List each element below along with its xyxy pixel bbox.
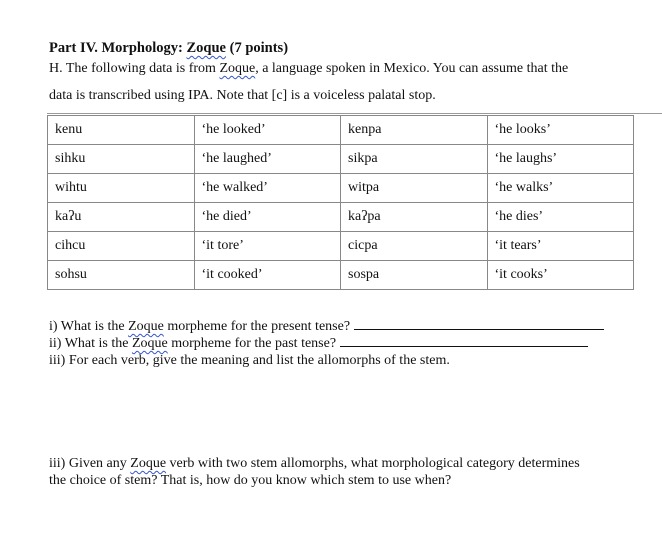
divider <box>47 113 662 114</box>
question-4-line-2: the choice of stem? That is, how do you know which stem to use when? <box>49 473 452 488</box>
q1-language: Zoque <box>128 319 164 334</box>
past-form-cell: kenu <box>48 116 195 145</box>
past-gloss-cell: ‘he laughed’ <box>194 145 341 174</box>
intro-line-1 <box>49 61 568 77</box>
intro-text: , a language spoken in Mexico. You can assume that the <box>255 61 569 76</box>
answer-blank-1[interactable] <box>354 328 604 330</box>
intro-line-2: data is transcribed using IPA. Note that [c] is a voiceless palatal stop. <box>49 88 436 103</box>
q2-text: ii) What is the <box>49 336 132 351</box>
question-4 <box>49 456 580 472</box>
question-3: iii) For each verb, give the meaning and list the allomorphs of the stem. <box>49 353 450 368</box>
heading-prefix: Part IV. Morphology: <box>49 40 187 56</box>
present-gloss-cell: ‘it tears’ <box>487 232 634 261</box>
past-gloss-cell: ‘he walked’ <box>194 174 341 203</box>
present-form-cell: kaʔpa <box>341 203 488 232</box>
table-row <box>48 203 634 232</box>
past-gloss-cell: ‘it tore’ <box>194 232 341 261</box>
table-row <box>48 145 634 174</box>
answer-blank-2[interactable] <box>340 345 588 347</box>
q1-text: i) What is the <box>49 319 129 334</box>
present-form-cell: sikpa <box>341 145 488 174</box>
present-form-cell: sospa <box>341 261 488 290</box>
q4-text: iii) Given any <box>49 456 131 471</box>
present-form-cell: witpa <box>341 174 488 203</box>
table-row <box>48 116 634 145</box>
past-gloss-cell: ‘it cooked’ <box>194 261 341 290</box>
past-form-cell: kaʔu <box>48 203 195 232</box>
q4-text: verb with two stem allomorphs, what morphological category determines <box>166 456 580 471</box>
table-row <box>48 261 634 290</box>
table-row <box>48 232 634 261</box>
question-1 <box>49 319 604 335</box>
present-form-cell: kenpa <box>341 116 488 145</box>
heading-suffix: (7 points) <box>225 40 289 56</box>
heading-language: Zoque <box>186 40 226 56</box>
past-form-cell: sohsu <box>48 261 195 290</box>
q2-text: morpheme for the past tense? <box>167 336 340 351</box>
question-2 <box>49 336 588 352</box>
past-form-cell: cihcu <box>48 232 195 261</box>
data-table <box>47 115 634 290</box>
q1-text: morpheme for the present tense? <box>163 319 354 334</box>
present-gloss-cell: ‘he dies’ <box>487 203 634 232</box>
section-heading <box>49 40 288 57</box>
table-row <box>48 174 634 203</box>
past-gloss-cell: ‘he looked’ <box>194 116 341 145</box>
present-form-cell: cicpa <box>341 232 488 261</box>
intro-text: H. The following data is from <box>49 61 220 76</box>
present-gloss-cell: ‘it cooks’ <box>487 261 634 290</box>
present-gloss-cell: ‘he walks’ <box>487 174 634 203</box>
present-gloss-cell: ‘he looks’ <box>487 116 634 145</box>
intro-language: Zoque <box>219 61 256 76</box>
past-form-cell: sihku <box>48 145 195 174</box>
q4-language: Zoque <box>130 456 167 471</box>
past-gloss-cell: ‘he died’ <box>194 203 341 232</box>
q2-language: Zoque <box>131 336 168 351</box>
past-form-cell: wihtu <box>48 174 195 203</box>
present-gloss-cell: ‘he laughs’ <box>487 145 634 174</box>
